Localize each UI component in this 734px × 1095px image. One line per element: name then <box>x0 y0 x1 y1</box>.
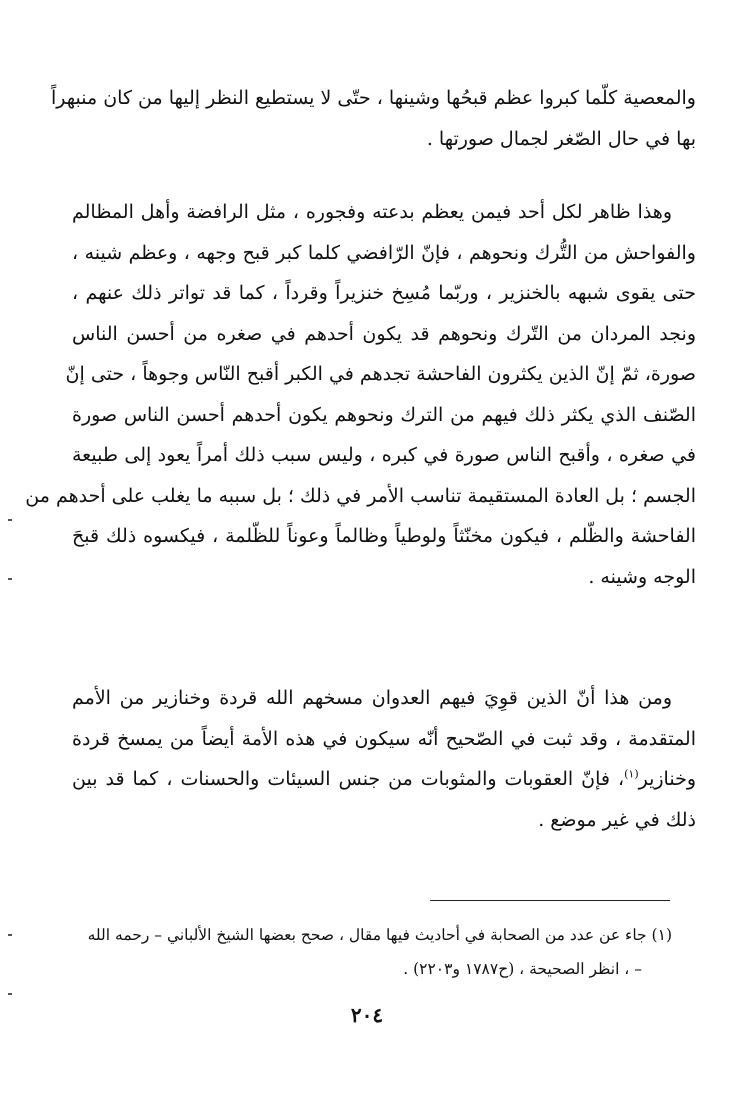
paragraph-line: في صغره ، وأقبح الناس صورة في كبره ، وليس سبب ذلك أمراً يعود إلى طبيعة <box>72 444 696 466</box>
paragraph-3 <box>72 678 696 840</box>
margin-mark <box>8 519 12 521</box>
page-number: ٢٠٤ <box>350 1003 384 1027</box>
margin-mark <box>8 993 12 995</box>
paragraph-line-with-footnote <box>72 759 696 800</box>
margin-mark <box>8 578 12 580</box>
paragraph-line: ومن هذا أنّ الذين قوِيَ فيهم العدوان مسخهم الله قردة وخنازير من الأمم <box>72 687 672 709</box>
paragraph-line: ونجد المردان من التّرك ونحوهم قد يكون أحدهم في صغره من أحسن الناس <box>72 322 696 345</box>
paragraph-line: المتقدمة ، وقد ثبت في الصّحيح أنّه سيكون في هذه الأمة أيضاً من يمسخ قردة <box>72 727 696 750</box>
footnote-separator <box>430 900 670 901</box>
paragraph-line: صورة، ثمّ إنّ الذين يكثرون الفاحشة تجدهم في الكبر أقبح النّاس وجوهاً ، حتى إنّ <box>65 363 696 385</box>
footnote-reference[interactable]: (١) <box>624 767 639 781</box>
footnote-anchor-word: وخنازير <box>638 768 696 790</box>
paragraph-line-rest: ، فإنّ العقوبات والمثوبات من جنس السيئات والحسنات ، كما قد بين <box>72 768 625 790</box>
paragraph-1 <box>51 78 696 159</box>
paragraph-line: الصّنف الذي يكثر ذلك فيهم من الترك ونحوهم يكون أحدهم أحسن الناس صورة <box>72 403 696 426</box>
paragraph-line: حتى يقوى شبهه بالخنزير ، وربّما مُسِخ خنزيراً وقرداً ، كما قد تواتر ذلك عنهم ، <box>72 282 696 304</box>
footnote <box>72 918 672 986</box>
footnote-line: (١) جاء عن عدد من الصحابة في أحاديث فيها مقال ، صحح بعضها الشيخ الألباني – رحمه الله <box>87 926 672 944</box>
paragraph-2 <box>25 192 696 597</box>
paragraph-line: ذلك في غير موضع . <box>538 808 696 831</box>
paragraph-line: الوجه وشينه . <box>588 565 696 588</box>
margin-mark <box>8 934 12 936</box>
paragraph-line: وهذا ظاهر لكل أحد فيمن يعظم بدعته وفجوره ، مثل الرافضة وأهل المظالم <box>72 201 672 223</box>
paragraph-line: الجسم ؛ بل العادة المستقيمة تناسب الأمر في ذلك ؛ بل سببه ما يغلب على أحدهم من <box>25 484 696 507</box>
paragraph-line: بها في حال الصّغر لجمال صورتها . <box>426 127 696 150</box>
paragraph-line: والمعصية كلّما كبروا عظم قبحُها وشينها ، حتّى لا يستطيع النظر إليها من كان منبهراً <box>51 87 696 109</box>
paragraph-line: الفاحشة والظّلم ، فيكون مخنّثاً ولوطياً وظالماً وعوناً للظّلمة ، فيكسوه ذلك قبحَ <box>72 525 696 547</box>
footnote-line: – ، انظر الصحيحة ، (ح١٧٨٧ و٢٢٠٣) . <box>403 960 642 978</box>
paragraph-line: والفواحش من التُّرك ونحوهم ، فإنّ الرّافضي كلما كبر قبح وجهه ، وعظم شينه ، <box>72 241 696 264</box>
